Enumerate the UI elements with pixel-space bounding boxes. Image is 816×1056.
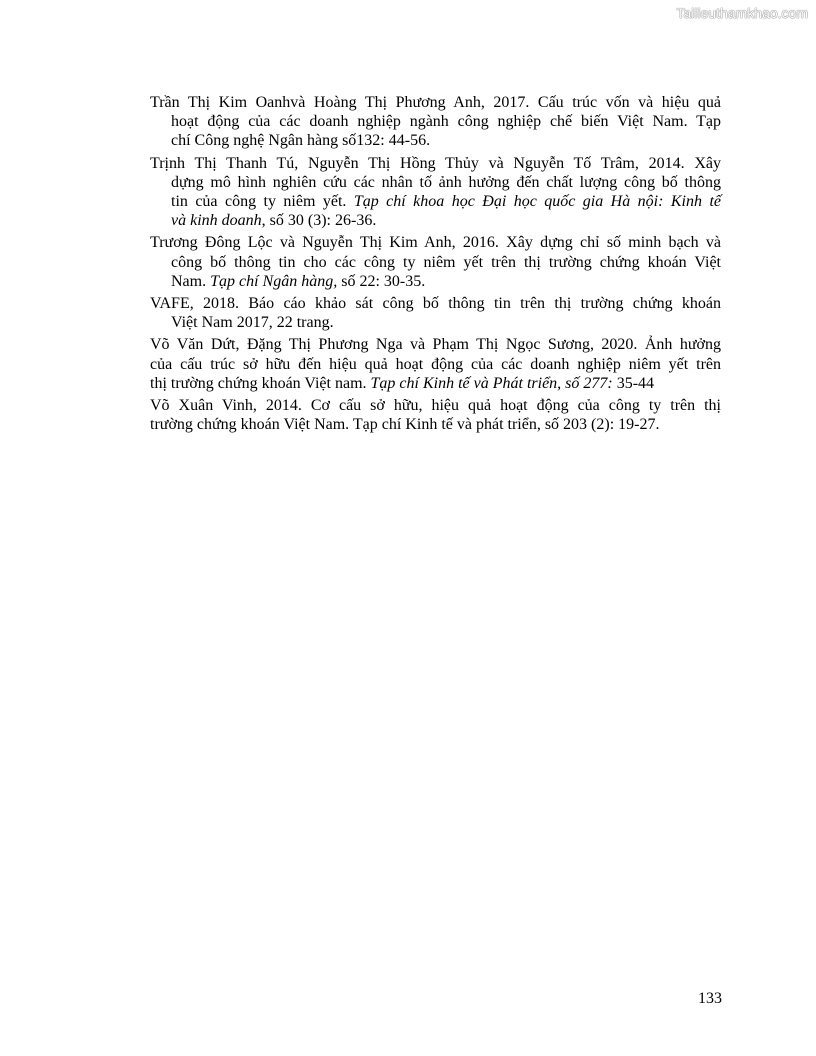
reference-text: Võ Văn Dứt, Đặng Thị Phương Nga và Phạm Thị Ngọc Sương, 2020. Ảnh hưởng bbox=[150, 336, 721, 354]
reference-list bbox=[150, 93, 721, 437]
reference-text: trường chứng khoán Việt Nam. Tạp chí Kinh tế và phát triển, số 203 (2): 19-27. bbox=[150, 416, 660, 434]
reference-entry bbox=[150, 335, 721, 393]
reference-line bbox=[150, 374, 721, 393]
reference-text: Việt Nam 2017, 22 trang. bbox=[171, 314, 334, 332]
reference-text: , số 30 (3): 26-36. bbox=[261, 212, 377, 230]
watermark-text: Tailieuthamkhao.com bbox=[676, 5, 808, 21]
reference-text: Võ Xuân Vinh, 2014. Cơ cấu sở hữu, hiệu quả hoạt động của công ty trên thị bbox=[150, 397, 721, 415]
reference-text: dựng mô hình nghiên cứu các nhân tố ảnh hưởng đến chất lượng công bố thông bbox=[171, 173, 721, 191]
journal-title: Tạp chí Ngân hàng, bbox=[210, 272, 338, 290]
reference-line bbox=[150, 415, 721, 434]
reference-text: số 22: 30-35. bbox=[337, 272, 426, 290]
journal-title: và kinh doanh bbox=[171, 212, 262, 230]
reference-text: Nam. bbox=[171, 272, 211, 290]
reference-line bbox=[171, 272, 721, 291]
reference-line bbox=[171, 112, 721, 131]
reference-entry bbox=[150, 154, 721, 231]
reference-line bbox=[150, 335, 721, 354]
reference-line bbox=[171, 253, 721, 272]
reference-text: Trịnh Thị Thanh Tú, Nguyễn Thị Hồng Thủy và Nguyễn Tố Trâm, 2014. Xây bbox=[150, 154, 721, 172]
reference-text: Trần Thị Kim Oanhvà Hoàng Thị Phương Anh, 2017. Cấu trúc vốn và hiệu quả bbox=[150, 94, 721, 111]
reference-text: tin của công ty niêm yết. bbox=[171, 193, 354, 211]
reference-line bbox=[150, 396, 721, 415]
reference-line bbox=[150, 233, 721, 252]
reference-entry bbox=[150, 294, 721, 332]
reference-line bbox=[150, 355, 721, 374]
reference-line bbox=[171, 192, 721, 211]
reference-text: VAFE, 2018. Báo cáo khảo sát công bố thông tin trên thị trường chứng khoán bbox=[150, 295, 721, 313]
reference-entry bbox=[150, 93, 721, 151]
reference-line bbox=[150, 154, 721, 173]
reference-text: của cấu trúc sở hữu đến hiệu quả hoạt động của các doanh nghiệp niêm yết trên bbox=[150, 355, 721, 373]
reference-text: 35-44 bbox=[612, 374, 655, 392]
reference-entry bbox=[150, 233, 721, 291]
reference-line bbox=[150, 294, 721, 313]
journal-title: Tạp chí Kinh tế và Phát triển, số 277: bbox=[370, 374, 613, 392]
reference-text: chí Công nghệ Ngân hàng số132: 44-56. bbox=[171, 132, 431, 150]
reference-line bbox=[171, 131, 721, 150]
reference-text: công bố thông tin cho các công ty niêm yết trên thị trường chứng khoán Việt bbox=[171, 253, 721, 271]
reference-text: thị trường chứng khoán Việt nam. bbox=[150, 374, 371, 392]
reference-line bbox=[171, 313, 721, 332]
reference-line bbox=[150, 93, 721, 112]
reference-entry bbox=[150, 396, 721, 434]
reference-text: Trương Đông Lộc và Nguyễn Thị Kim Anh, 2016. Xây dựng chỉ số minh bạch và bbox=[150, 234, 721, 252]
page-number: 133 bbox=[698, 990, 722, 1007]
reference-text: hoạt động của các doanh nghiệp ngành công nghiệp chế biến Việt Nam. Tạp bbox=[171, 113, 721, 131]
journal-title: Tạp chí khoa học Đại học quốc gia Hà nội: Kinh tế bbox=[353, 193, 721, 211]
reference-line bbox=[171, 211, 721, 230]
reference-line bbox=[171, 173, 721, 192]
